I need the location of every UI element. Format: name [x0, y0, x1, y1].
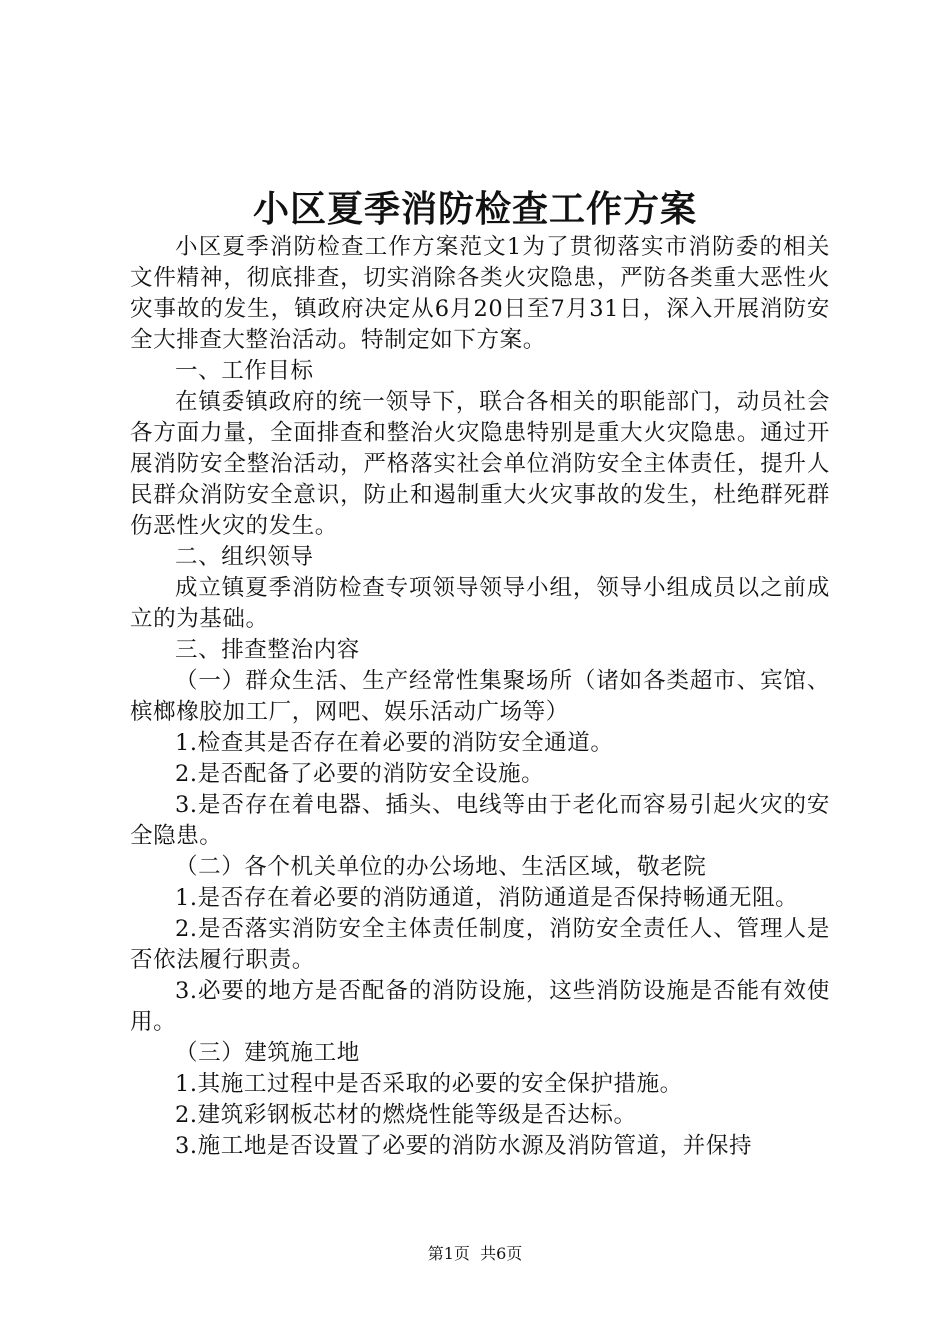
- document-title: 小区夏季消防检查工作方案: [252, 188, 697, 230]
- list-item: 3.施工地是否设置了必要的消防水源及消防管道，并保持: [175, 1133, 753, 1159]
- page-total: 共6页: [480, 1244, 523, 1263]
- section-heading-goal: 一、工作目标: [175, 358, 314, 384]
- footer-spacer: [470, 1244, 480, 1263]
- list-item: 3.必要的地方是否配备的消防设施，这些消防设施是否能有效使用。: [130, 978, 830, 1035]
- paragraph-goal: 在镇委镇政府的统一领导下，联合各相关的职能部门，动员社会各方面力量，全面排查和整治火灾隐患特别是重大火灾隐患。通过开展消防安全整治活动，严格落实社会单位消防安全主体责任，提升人民群众消防安全意识，防止和遏制重大火灾事故的发生，杜绝群死群伤恶性火灾的发生。: [130, 389, 830, 539]
- document-body: [130, 232, 830, 1162]
- subsection-heading-3: （三）建筑施工地: [175, 1040, 360, 1066]
- list-item: 1.检查其是否存在着必要的消防安全通道。: [175, 730, 614, 756]
- list-item: 2.是否配备了必要的消防安全设施。: [175, 761, 545, 787]
- paragraph-intro: 小区夏季消防检查工作方案范文1为了贯彻落实市消防委的相关文件精神，彻底排查，切实消除各类火灾隐患，严防各类重大恶性火灾事故的发生，镇政府决定从6月20日至7月31日，深入开展消防安全大排查大整治活动。特制定如下方案。: [130, 234, 830, 353]
- page-footer: [0, 1243, 950, 1265]
- list-item: 2.是否落实消防安全主体责任制度，消防安全责任人、管理人是否依法履行职责。: [130, 916, 830, 973]
- list-item: 1.其施工过程中是否采取的必要的安全保护措施。: [175, 1071, 683, 1097]
- list-item: 1.是否存在着必要的消防通道，消防通道是否保持畅通无阻。: [175, 885, 799, 911]
- subsection-heading-1: （一）群众生活、生产经常性集聚场所（诸如各类超市、宾馆、槟榔橡胶加工厂，网吧、娱乐活动广场等）: [130, 668, 830, 725]
- subsection-heading-2: （二）各个机关单位的办公场地、生活区域，敬老院: [175, 854, 707, 880]
- list-item: 3.是否存在着电器、插头、电线等由于老化而容易引起火灾的安全隐患。: [130, 792, 830, 849]
- page-number: 第1页: [427, 1244, 470, 1263]
- section-heading-content: 三、排查整治内容: [175, 637, 360, 663]
- section-heading-organization: 二、组织领导: [175, 544, 314, 570]
- paragraph-organization: 成立镇夏季消防检查专项领导领导小组，领导小组成员以之前成立的为基础。: [130, 575, 830, 632]
- list-item: 2.建筑彩钢板芯材的燃烧性能等级是否达标。: [175, 1102, 637, 1128]
